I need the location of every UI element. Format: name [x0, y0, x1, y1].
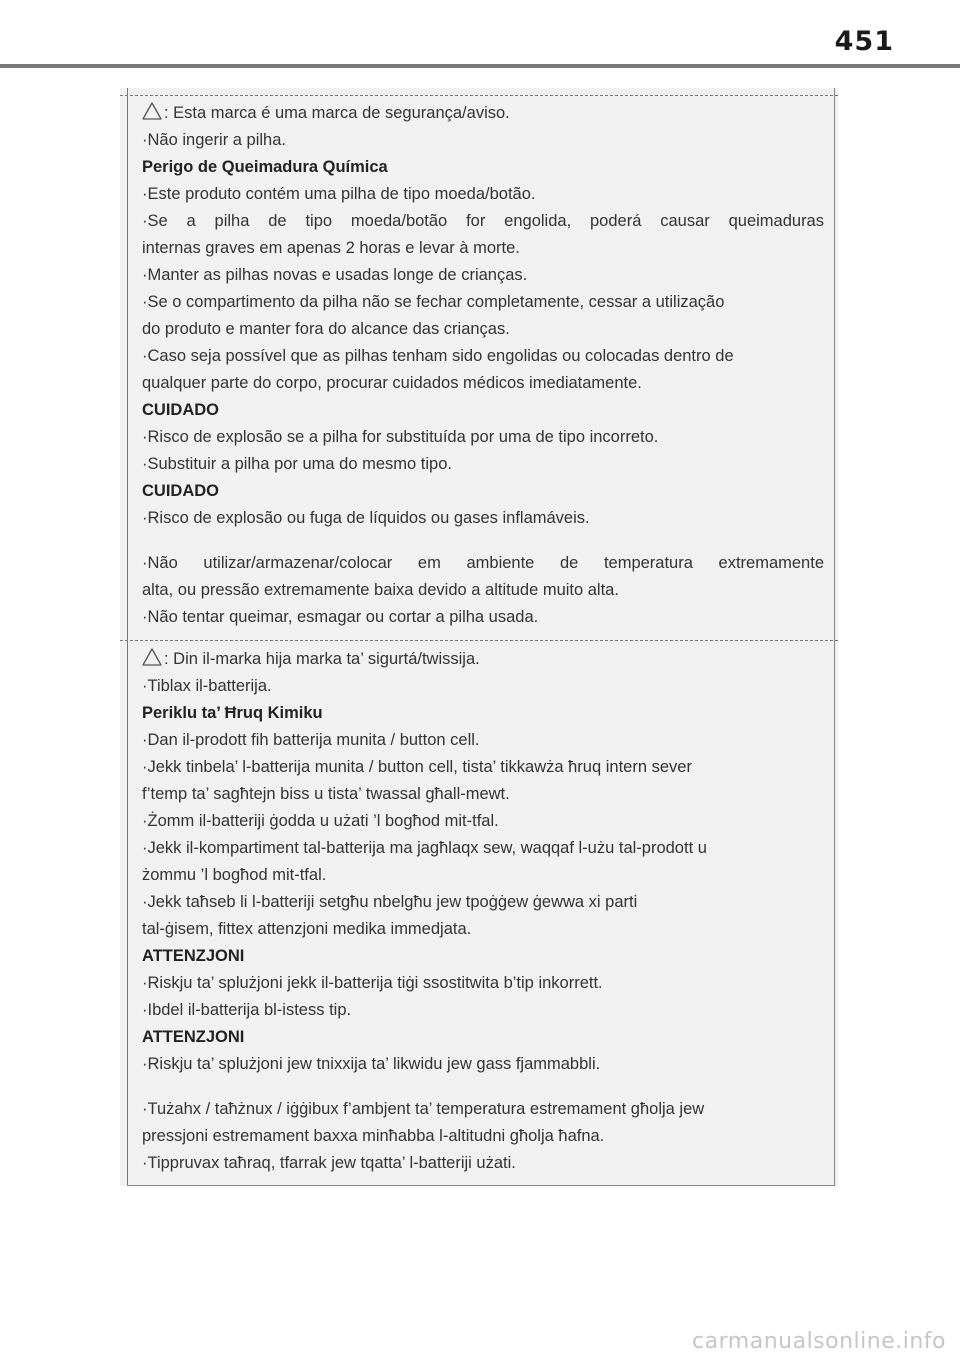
warning-line	[142, 424, 824, 451]
frame-bottom-edge	[127, 1185, 835, 1186]
line-text: ·Jekk tinbela’ l-batterija munita / button cell, tista’ tikkawża ħruq intern sever	[142, 758, 692, 776]
line-text: ·Risco de explosão ou fuga de líquidos ou gases inflamáveis.	[142, 509, 590, 527]
warning-line	[142, 370, 824, 397]
section-heading	[142, 478, 824, 505]
line-text: CUIDADO	[142, 401, 219, 419]
line-text: ·Riskju ta’ splużjoni jew tnixxija ta’ likwidu jew gass fjammabbli.	[142, 1055, 601, 1073]
warning-line	[142, 127, 824, 154]
line-text: : Esta marca é uma marca de segurança/aviso.	[164, 104, 510, 122]
warning-line	[142, 505, 824, 532]
line-text: ·Não tentar queimar, esmagar ou cortar a pilha usada.	[142, 608, 539, 626]
line-text: ·Se a pilha de tipo moeda/botão for engolida, poderá causar queimaduras	[142, 212, 824, 230]
warning-line	[142, 727, 824, 754]
line-text: ·Żomm il-batteriji ġodda u użati ’l bogħod mit-tfal.	[142, 812, 499, 830]
warning-line	[142, 916, 824, 943]
warning-line	[142, 550, 824, 577]
page-number: 451	[834, 26, 894, 57]
frame-top-dashed-edge	[120, 95, 838, 96]
warning-line	[142, 451, 824, 478]
warning-line	[142, 577, 824, 604]
section-heading	[142, 943, 824, 970]
warning-line	[142, 835, 824, 862]
frame-right-edge	[834, 88, 835, 1186]
warning-line	[142, 997, 824, 1024]
line-text: ATTENZJONI	[142, 1028, 245, 1046]
header-rule	[0, 64, 960, 68]
line-text: ·Tiblax il-batterija.	[142, 677, 272, 695]
warning-line	[142, 1096, 824, 1123]
line-text: ·Se o compartimento da pilha não se fechar completamente, cessar a utilização	[142, 293, 725, 311]
line-text: ·Caso seja possível que as pilhas tenham sido engolidas ou colocadas dentro de	[142, 347, 734, 365]
line-text: ·Tippruvax taħraq, tfarrak jew tqatta’ l-batteriji użati.	[142, 1154, 516, 1172]
warning-line	[142, 673, 824, 700]
line-text: ·Jekk il-kompartiment tal-batterija ma jagħlaqx sew, waqqaf l-użu tal-prodott u	[142, 839, 707, 857]
line-text: ·Substituir a pilha por uma do mesmo tipo.	[142, 455, 452, 473]
line-text: ·Jekk taħseb li l-batteriji setgħu nbelgħu jew tpoġġew ġewwa xi parti	[142, 893, 638, 911]
warning-line	[142, 208, 824, 235]
line-text: qualquer parte do corpo, procurar cuidados médicos imediatamente.	[142, 374, 642, 392]
warning-line	[142, 343, 824, 370]
warning-line	[142, 970, 824, 997]
warning-line	[142, 289, 824, 316]
frame-section-divider	[120, 640, 838, 641]
line-text: ·Não ingerir a pilha.	[142, 131, 286, 149]
portuguese-warning-section	[142, 100, 824, 631]
warning-line	[142, 889, 824, 916]
warning-symbol-line	[142, 100, 824, 127]
warning-line	[142, 1150, 824, 1177]
line-text: ·Ibdel il-batterija bl-istess tip.	[142, 1001, 352, 1019]
line-text: ·Este produto contém uma pilha de tipo moeda/botão.	[142, 185, 536, 203]
line-text: CUIDADO	[142, 482, 219, 500]
warning-line	[142, 1051, 824, 1078]
maltese-warning-section	[142, 646, 824, 1177]
warning-line	[142, 262, 824, 289]
watermark: carmanualsonline.info	[692, 1329, 946, 1354]
line-text: pressjoni estremament baxxa minħabba l-altitudni għolja ħafna.	[142, 1127, 605, 1145]
line-text: do produto e manter fora do alcance das crianças.	[142, 320, 510, 338]
warning-line	[142, 235, 824, 262]
warning-line	[142, 781, 824, 808]
warning-line	[142, 604, 824, 631]
warning-line	[142, 316, 824, 343]
warning-line	[142, 181, 824, 208]
section-heading	[142, 154, 824, 181]
line-text: internas graves em apenas 2 horas e levar à morte.	[142, 239, 520, 257]
warning-triangle-icon	[142, 648, 162, 666]
warning-line	[142, 754, 824, 781]
warning-line	[142, 862, 824, 889]
line-text: tal-ġisem, fittex attenzjoni medika immedjata.	[142, 920, 472, 938]
warning-line	[142, 808, 824, 835]
line-text: ·Manter as pilhas novas e usadas longe de crianças.	[142, 266, 528, 284]
line-text: ·Risco de explosão se a pilha for substituída por uma de tipo incorreto.	[142, 428, 659, 446]
section-heading	[142, 1024, 824, 1051]
section-heading	[142, 700, 824, 727]
line-text: alta, ou pressão extremamente baixa devido a altitude muito alta.	[142, 581, 619, 599]
line-text: f’temp ta’ sagħtejn biss u tista’ twassal għall-mewt.	[142, 785, 510, 803]
warning-line	[142, 1123, 824, 1150]
line-text: : Din il-marka hija marka ta’ sigurtá/twissija.	[164, 650, 480, 668]
line-text: ·Não utilizar/armazenar/colocar em ambiente de temperatura extremamente	[142, 554, 824, 572]
line-text: ·Riskju ta’ splużjoni jekk il-batterija tiġi ssostitwita b’tip inkorrett.	[142, 974, 603, 992]
line-text: Perigo de Queimadura Química	[142, 158, 388, 176]
line-text: żommu ’l bogħod mit-tfal.	[142, 866, 327, 884]
line-text: ·Dan il-prodott fih batterija munita / button cell.	[142, 731, 480, 749]
section-heading	[142, 397, 824, 424]
line-text: Periklu ta’ Ħruq Kimiku	[142, 704, 323, 722]
frame-left-edge	[127, 88, 128, 1186]
line-text: ·Tużahx / taħżnux / iġġibux f’ambjent ta’ temperatura estremament għolja jew	[142, 1100, 705, 1118]
warning-symbol-line	[142, 646, 824, 673]
warning-triangle-icon	[142, 102, 162, 120]
line-text: ATTENZJONI	[142, 947, 245, 965]
